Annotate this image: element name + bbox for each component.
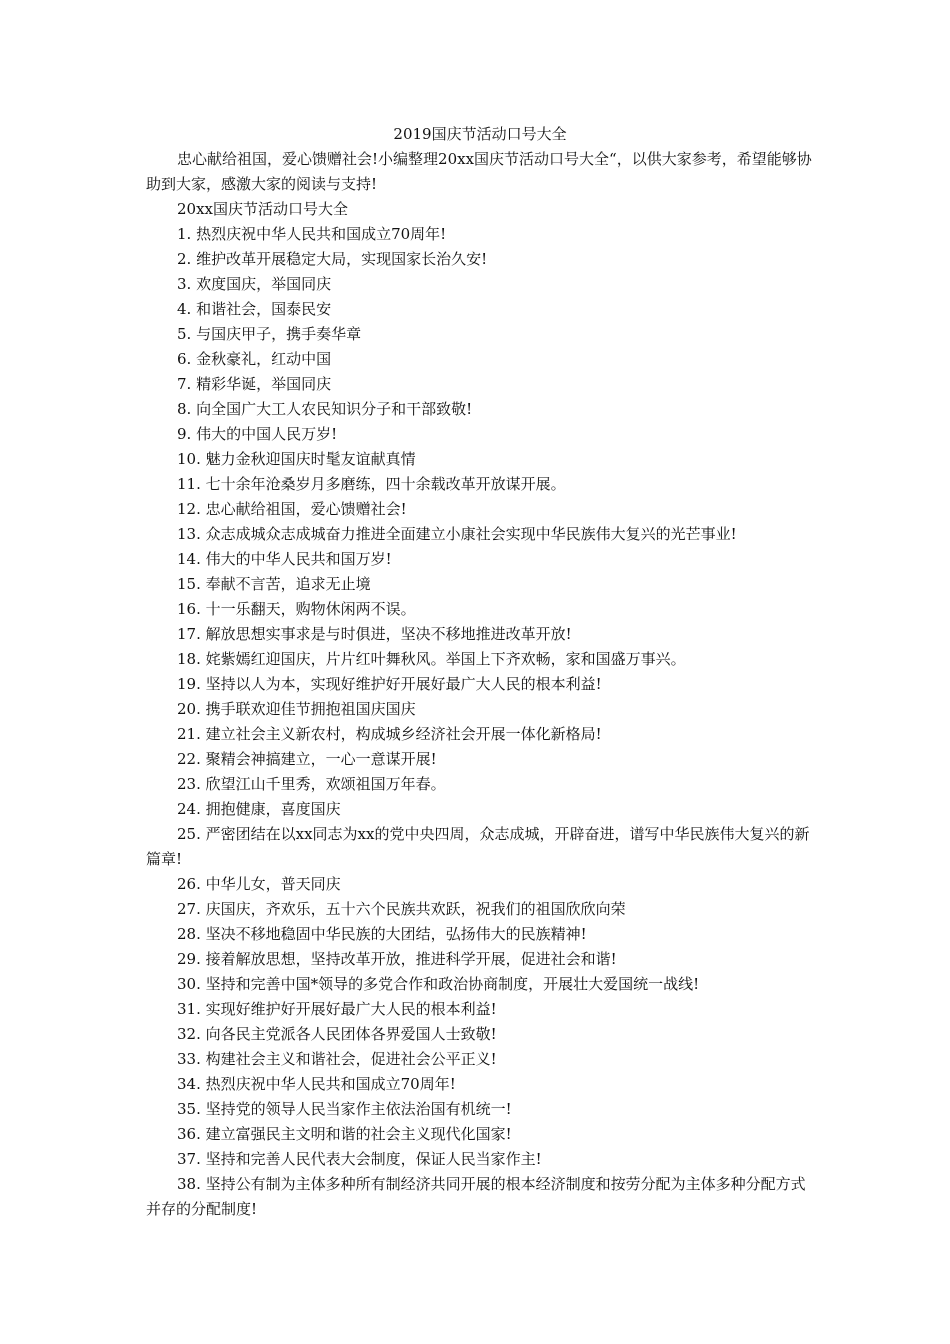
slogan-item: 36. 建立富强民主文明和谐的社会主义现代化国家! [177,1125,512,1143]
slogan-item: 6. 金秋豪礼，红动中国 [177,350,332,368]
slogan-item: 27. 庆国庆，齐欢乐，五十六个民族共欢跃，祝我们的祖国欣欣向荣 [177,900,626,918]
intro-paragraph: 忠心献给祖国，爱心馈赠社会!小编整理20xx国庆节活动口号大全“，以供大家参考，希望能够协助到大家，感激大家的阅读与支持! [146,150,812,193]
slogan-item: 33. 构建社会主义和谐社会，促进社会公平正义! [177,1050,497,1068]
slogan-item: 11. 七十余年沧桑岁月多磨练，四十余载改革开放谋开展。 [177,475,566,493]
slogan-item: 26. 中华儿女，普天同庆 [177,875,341,893]
slogan-item: 14. 伟大的中华人民共和国万岁! [177,550,392,568]
slogan-item: 37. 坚持和完善人民代表大会制度，保证人民当家作主! [177,1150,542,1168]
slogan-item: 28. 坚决不移地稳固中华民族的大团结，弘扬伟大的民族精神! [177,925,587,943]
slogan-item: 21. 建立社会主义新农村，构成城乡经济社会开展一体化新格局! [177,725,602,743]
slogan-item: 16. 十一乐翻天，购物休闲两不误。 [177,600,416,618]
slogan-item: 25. 严密团结在以xx同志为xx的党中央四周，众志成城，开辟奋进，谱写中华民族伟大复兴的新篇章! [146,825,810,868]
document-body [146,122,814,1222]
slogan-item: 7. 精彩华诞，举国同庆 [177,375,332,393]
slogan-item: 17. 解放思想实事求是与时俱进，坚决不移地推进改革开放! [177,625,572,643]
slogan-item: 12. 忠心献给祖国，爱心馈赠社会! [177,500,407,518]
slogan-item: 5. 与国庆甲子，携手奏华章 [177,325,362,343]
slogan-item: 23. 欣望江山千里秀，欢颂祖国万年春。 [177,775,446,793]
slogan-item: 10. 魅力金秋迎国庆时髦友谊献真情 [177,450,416,468]
slogan-item: 15. 奉献不言苦，追求无止境 [177,575,371,593]
slogan-item: 22. 聚精会神搞建立，一心一意谋开展! [177,750,437,768]
section-subtitle: 20xx国庆节活动口号大全 [177,200,349,218]
slogan-item: 34. 热烈庆祝中华人民共和国成立70周年! [177,1075,456,1093]
slogan-item: 18. 姹紫嫣红迎国庆，片片红叶舞秋风。举国上下齐欢畅，家和国盛万事兴。 [177,650,686,668]
slogan-item: 20. 携手联欢迎佳节拥抱祖国庆国庆 [177,700,416,718]
slogan-list [146,222,814,1222]
slogan-item: 19. 坚持以人为本，实现好维护好开展好最广大人民的根本利益! [177,675,602,693]
slogan-item: 4. 和谐社会，国泰民安 [177,300,332,318]
slogan-item: 9. 伟大的中国人民万岁! [177,425,338,443]
slogan-item: 2. 维护改革开展稳定大局，实现国家长治久安! [177,250,488,268]
slogan-item: 1. 热烈庆祝中华人民共和国成立70周年! [177,225,447,243]
slogan-item: 13. 众志成城众志成城奋力推进全面建立小康社会实现中华民族伟大复兴的光芒事业! [177,525,737,543]
slogan-item: 31. 实现好维护好开展好最广大人民的根本利益! [177,1000,497,1018]
document-title: 2019国庆节活动口号大全 [393,125,567,143]
slogan-item: 8. 向全国广大工人农民知识分子和干部致敬! [177,400,473,418]
slogan-item: 24. 拥抱健康，喜度国庆 [177,800,341,818]
slogan-item: 29. 接着解放思想，坚持改革开放，推进科学开展，促进社会和谐! [177,950,617,968]
slogan-item: 38. 坚持公有制为主体多种所有制经济共同开展的根本经济制度和按劳分配为主体多种分配方式并存的分配制度! [146,1175,806,1218]
slogan-item: 30. 坚持和完善中国*领导的多党合作和政治协商制度，开展壮大爱国统一战线! [177,975,700,993]
slogan-item: 3. 欢度国庆，举国同庆 [177,275,332,293]
slogan-item: 35. 坚持党的领导人民当家作主依法治国有机统一! [177,1100,512,1118]
slogan-item: 32. 向各民主党派各人民团体各界爱国人士致敬! [177,1025,497,1043]
